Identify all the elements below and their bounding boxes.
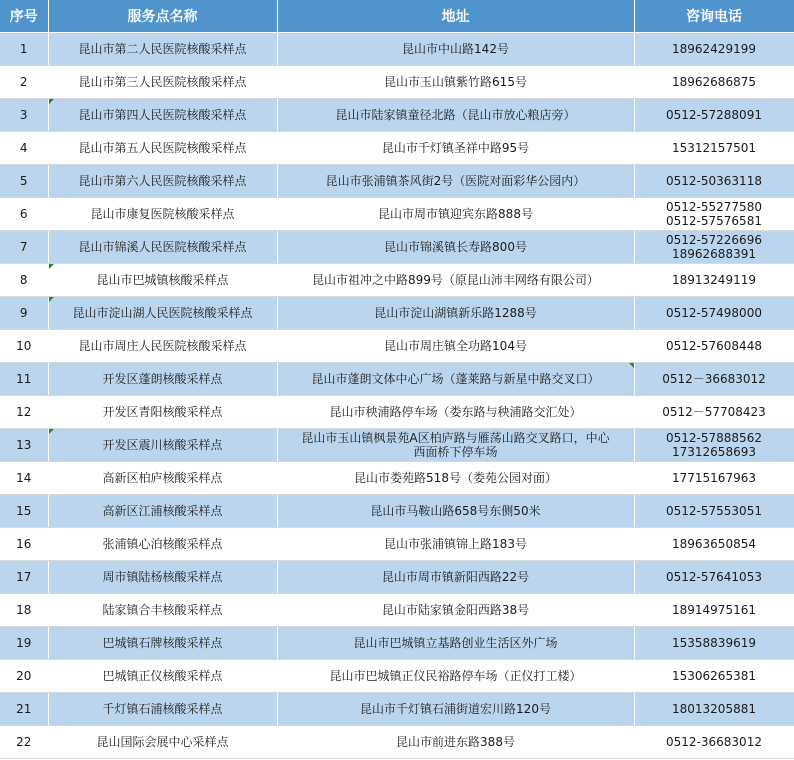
cell-service-point-name: 昆山市第六人民医院核酸采样点 bbox=[48, 165, 277, 198]
cell-index: 17 bbox=[0, 561, 48, 594]
cell-phone bbox=[634, 165, 794, 198]
cell-service-point-name: 高新区柏庐核酸采样点 bbox=[48, 462, 277, 495]
cell-index: 6 bbox=[0, 198, 48, 231]
table-row bbox=[0, 33, 794, 66]
phone-number: 18962688391 bbox=[672, 247, 756, 261]
phone-number: 0512-36683012 bbox=[666, 735, 762, 749]
cell-service-point-name: 昆山市周庄人民医院核酸采样点 bbox=[48, 330, 277, 363]
cell-address bbox=[277, 561, 634, 594]
table-row bbox=[0, 528, 794, 561]
address-line: 昆山市蓬朗文体中心广场（蓬莱路与新星中路交叉口） bbox=[311, 372, 600, 386]
cell-address bbox=[277, 99, 634, 132]
cell-phone bbox=[634, 132, 794, 165]
cell-index: 7 bbox=[0, 231, 48, 264]
address-line: 昆山市淀山湖镇新乐路1288号 bbox=[374, 306, 537, 320]
cell-address bbox=[277, 726, 634, 759]
cell-index: 13 bbox=[0, 429, 48, 462]
table-row bbox=[0, 495, 794, 528]
cell-service-point-name: 昆山市第四人民医院核酸采样点 bbox=[48, 99, 277, 132]
table-row bbox=[0, 627, 794, 660]
header-row bbox=[0, 0, 794, 33]
cell-address bbox=[277, 231, 634, 264]
phone-number: 15306265381 bbox=[672, 669, 756, 683]
address-line: 昆山市陆家镇金阳西路38号 bbox=[381, 603, 530, 617]
address-line: 昆山市玉山镇紫竹路615号 bbox=[384, 75, 527, 89]
table-row bbox=[0, 693, 794, 726]
table-row bbox=[0, 363, 794, 396]
phone-number: 0512-57641053 bbox=[666, 570, 762, 584]
cell-index: 22 bbox=[0, 726, 48, 759]
phone-number: 0512-50363118 bbox=[666, 174, 762, 188]
cell-index: 16 bbox=[0, 528, 48, 561]
cell-address bbox=[277, 396, 634, 429]
address-line: 昆山市秧浦路停车场（娄东路与秧浦路交汇处） bbox=[329, 405, 582, 419]
cell-phone bbox=[634, 528, 794, 561]
table-row bbox=[0, 462, 794, 495]
phone-number: 0512-57576581 bbox=[666, 214, 762, 228]
cell-service-point-name: 千灯镇石浦核酸采样点 bbox=[48, 693, 277, 726]
table-row bbox=[0, 264, 794, 297]
address-line: 昆山市陆家镇童径北路（昆山市放心粮店旁） bbox=[335, 108, 576, 122]
phone-number: 18013205881 bbox=[672, 702, 756, 716]
cell-address bbox=[277, 660, 634, 693]
cell-phone bbox=[634, 495, 794, 528]
address-line: 昆山市周市镇新阳西路22号 bbox=[381, 570, 530, 584]
cell-service-point-name: 昆山市锦溪人民医院核酸采样点 bbox=[48, 231, 277, 264]
cell-service-point-name: 开发区蓬朗核酸采样点 bbox=[48, 363, 277, 396]
cell-index: 10 bbox=[0, 330, 48, 363]
cell-service-point-name: 昆山市第五人民医院核酸采样点 bbox=[48, 132, 277, 165]
cell-service-point-name: 昆山市巴城镇核酸采样点 bbox=[48, 264, 277, 297]
address-line: 昆山市马鞍山路658号东侧50米 bbox=[370, 504, 541, 518]
cell-address bbox=[277, 330, 634, 363]
address-line: 昆山市周市镇迎宾东路888号 bbox=[378, 207, 533, 221]
cell-phone bbox=[634, 726, 794, 759]
table-row bbox=[0, 561, 794, 594]
table-row bbox=[0, 726, 794, 759]
cell-service-point-name: 高新区江浦核酸采样点 bbox=[48, 495, 277, 528]
cell-service-point-name: 张浦镇心泊核酸采样点 bbox=[48, 528, 277, 561]
table-row bbox=[0, 66, 794, 99]
table-row bbox=[0, 165, 794, 198]
table-row bbox=[0, 594, 794, 627]
cell-index: 11 bbox=[0, 363, 48, 396]
header-name: 服务点名称 bbox=[48, 0, 277, 33]
cell-index: 9 bbox=[0, 297, 48, 330]
cell-address bbox=[277, 363, 634, 396]
table-row bbox=[0, 660, 794, 693]
cell-phone bbox=[634, 429, 794, 462]
phone-number: 18963650854 bbox=[672, 537, 756, 551]
table-row bbox=[0, 330, 794, 363]
cell-phone bbox=[634, 462, 794, 495]
cell-phone bbox=[634, 396, 794, 429]
header-phone: 咨询电话 bbox=[634, 0, 794, 33]
cell-index: 1 bbox=[0, 33, 48, 66]
cell-service-point-name: 昆山市淀山湖人民医院核酸采样点 bbox=[48, 297, 277, 330]
address-line: 昆山市千灯镇石浦街道宏川路120号 bbox=[360, 702, 551, 716]
cell-phone bbox=[634, 594, 794, 627]
cell-service-point-name: 周市镇陆杨核酸采样点 bbox=[48, 561, 277, 594]
cell-index: 15 bbox=[0, 495, 48, 528]
phone-number: 18914975161 bbox=[672, 603, 756, 617]
cell-service-point-name: 巴城镇正仪核酸采样点 bbox=[48, 660, 277, 693]
cell-address bbox=[277, 462, 634, 495]
address-line: 昆山市中山路142号 bbox=[402, 42, 509, 56]
phone-number: 17312658693 bbox=[672, 445, 756, 459]
cell-index: 5 bbox=[0, 165, 48, 198]
header-index: 序号 bbox=[0, 0, 48, 33]
table-row bbox=[0, 99, 794, 132]
cell-service-point-name: 开发区震川核酸采样点 bbox=[48, 429, 277, 462]
cell-address bbox=[277, 264, 634, 297]
header-address: 地址 bbox=[277, 0, 634, 33]
cell-service-point-name: 开发区青阳核酸采样点 bbox=[48, 396, 277, 429]
address-line: 昆山市周庄镇全功路104号 bbox=[384, 339, 527, 353]
cell-phone bbox=[634, 660, 794, 693]
cell-index: 8 bbox=[0, 264, 48, 297]
cell-address bbox=[277, 297, 634, 330]
phone-number: 0512-57288091 bbox=[666, 108, 762, 122]
phone-number: 0512-57226696 bbox=[666, 233, 762, 247]
cell-service-point-name: 昆山国际会展中心采样点 bbox=[48, 726, 277, 759]
cell-phone bbox=[634, 231, 794, 264]
phone-number: 18962686875 bbox=[672, 75, 756, 89]
cell-phone bbox=[634, 363, 794, 396]
cell-index: 4 bbox=[0, 132, 48, 165]
phone-number: 0512-57608448 bbox=[666, 339, 762, 353]
address-line: 昆山市千灯镇圣祥中路95号 bbox=[381, 141, 530, 155]
cell-phone bbox=[634, 33, 794, 66]
cell-index: 2 bbox=[0, 66, 48, 99]
address-line: 昆山市张浦镇锦上路183号 bbox=[384, 537, 527, 551]
cell-index: 21 bbox=[0, 693, 48, 726]
cell-phone bbox=[634, 693, 794, 726]
cell-address bbox=[277, 165, 634, 198]
cell-service-point-name: 昆山市第二人民医院核酸采样点 bbox=[48, 33, 277, 66]
cell-phone bbox=[634, 561, 794, 594]
phone-number: 15358839619 bbox=[672, 636, 756, 650]
address-line: 昆山市祖冲之中路899号（原昆山沛丰网络有限公司） bbox=[312, 273, 599, 287]
phone-number: 0512－57708423 bbox=[662, 405, 766, 419]
cell-address bbox=[277, 429, 634, 462]
cell-index: 18 bbox=[0, 594, 48, 627]
phone-number: 0512-57553051 bbox=[666, 504, 762, 518]
cell-service-point-name: 陆家镇合丰核酸采样点 bbox=[48, 594, 277, 627]
address-line: 昆山市张浦镇茶风街2号（医院对面彩华公园内） bbox=[325, 174, 586, 188]
cell-phone bbox=[634, 198, 794, 231]
cell-service-point-name: 昆山市第三人民医院核酸采样点 bbox=[48, 66, 277, 99]
phone-number: 0512－36683012 bbox=[662, 372, 766, 386]
address-line: 昆山市锦溪镇长寿路800号 bbox=[384, 240, 527, 254]
phone-number: 18962429199 bbox=[672, 42, 756, 56]
cell-index: 19 bbox=[0, 627, 48, 660]
table-row bbox=[0, 297, 794, 330]
address-line: 昆山市巴城镇正仪民裕路停车场（正仪打工楼） bbox=[329, 669, 582, 683]
address-line: 昆山市娄苑路518号（娄苑公园对面） bbox=[354, 471, 557, 485]
address-line: 西面桥下停车场 bbox=[413, 445, 498, 459]
phone-number: 0512-55277580 bbox=[666, 200, 762, 214]
phone-number: 18913249119 bbox=[672, 273, 756, 287]
cell-index: 3 bbox=[0, 99, 48, 132]
cell-phone bbox=[634, 99, 794, 132]
cell-address bbox=[277, 495, 634, 528]
cell-service-point-name: 巴城镇石牌核酸采样点 bbox=[48, 627, 277, 660]
table-row bbox=[0, 231, 794, 264]
table-row bbox=[0, 396, 794, 429]
cell-index: 20 bbox=[0, 660, 48, 693]
address-line: 昆山市巴城镇立基路创业生活区外广场 bbox=[353, 636, 558, 650]
cell-phone bbox=[634, 66, 794, 99]
cell-phone bbox=[634, 330, 794, 363]
cell-index: 12 bbox=[0, 396, 48, 429]
cell-address bbox=[277, 693, 634, 726]
cell-phone bbox=[634, 264, 794, 297]
cell-address bbox=[277, 594, 634, 627]
cell-address bbox=[277, 132, 634, 165]
cell-phone bbox=[634, 627, 794, 660]
cell-index: 14 bbox=[0, 462, 48, 495]
cell-phone bbox=[634, 297, 794, 330]
cell-address bbox=[277, 627, 634, 660]
phone-number: 0512-57888562 bbox=[666, 431, 762, 445]
address-line: 昆山市玉山镇枫景苑A区柏庐路与雁荡山路交叉路口，中心 bbox=[301, 431, 610, 445]
table-row bbox=[0, 198, 794, 231]
cell-address bbox=[277, 528, 634, 561]
cell-address bbox=[277, 198, 634, 231]
cell-service-point-name: 昆山市康复医院核酸采样点 bbox=[48, 198, 277, 231]
address-line: 昆山市前进东路388号 bbox=[396, 735, 515, 749]
table-row bbox=[0, 429, 794, 462]
phone-number: 15312157501 bbox=[672, 141, 756, 155]
cell-address bbox=[277, 66, 634, 99]
table-row bbox=[0, 132, 794, 165]
cell-address bbox=[277, 33, 634, 66]
phone-number: 0512-57498000 bbox=[666, 306, 762, 320]
phone-number: 17715167963 bbox=[672, 471, 756, 485]
